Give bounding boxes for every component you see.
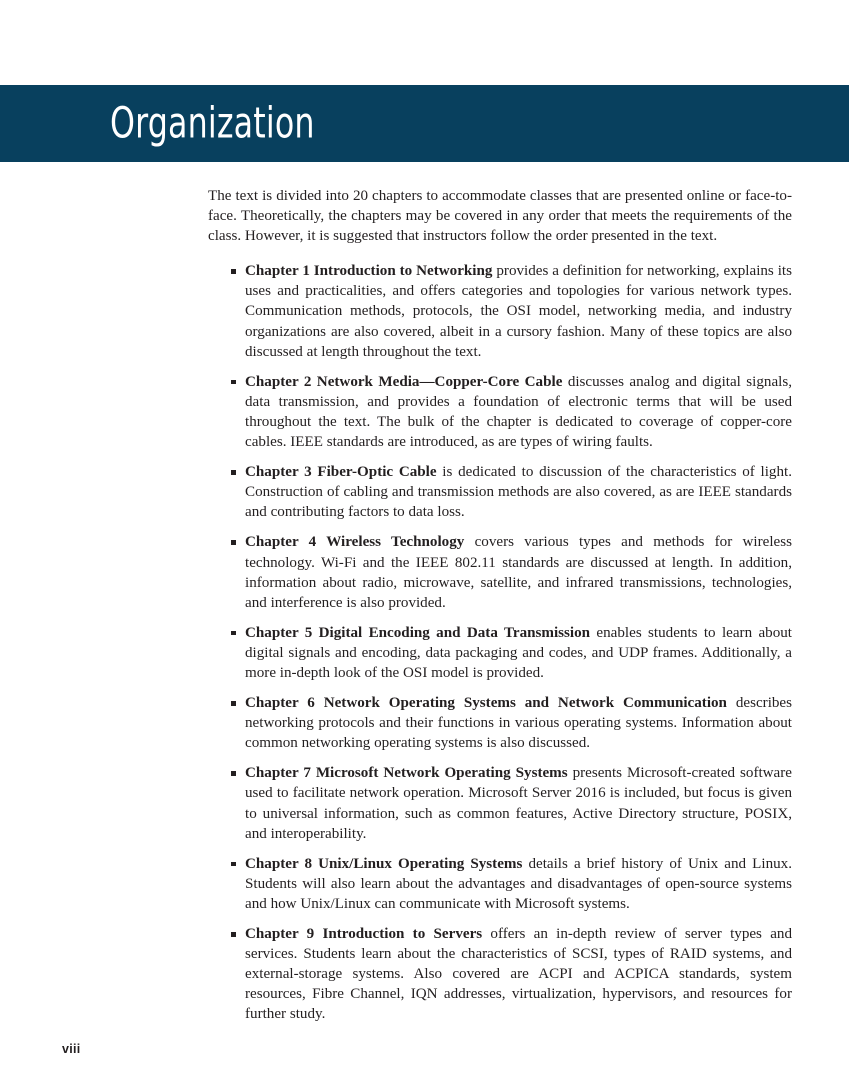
page-number: viii [62, 1042, 81, 1056]
bullet-square-icon [231, 540, 236, 545]
chapter-entry [245, 854, 792, 914]
bullet-square-icon [231, 862, 236, 867]
chapter-entry [245, 372, 792, 452]
list-item [208, 261, 792, 361]
chapter-description: presents Microsoft-created software used to facilitate network operation. Microsoft Server 2016 is included, but focus is given to universal information, such as common features, Active Directory structure, POSIX, and interoperability. [245, 765, 792, 842]
chapter-description: offers an in-depth review of server types and services. Students learn about the characteristics of SCSI, types of RAID systems, and external-storage systems. Also covered are ACPI and ACPICA standards, system resources, Fibre Channel, IQN addresses, virtualization, hypervisors, and resources for further study. [245, 926, 793, 1023]
page-title-text: Organization [110, 98, 315, 148]
list-item [208, 462, 792, 522]
list-item [208, 924, 792, 1024]
bullet-square-icon [231, 771, 236, 776]
chapter-entry [245, 693, 792, 753]
list-item [208, 532, 792, 612]
chapter-description: covers various types and methods for wireless technology. Wi-Fi and the IEEE 802.11 standards are discussed at length. In addition, information about radio, microwave, satellite, and infrared transmissions, technologies, and interference is also provided. [245, 534, 792, 611]
bullet-square-icon [231, 701, 236, 706]
bullet-square-icon [231, 631, 236, 636]
content-column [208, 186, 792, 1024]
intro-paragraph: The text is divided into 20 chapters to accommodate classes that are presented online or face-to-face. Theoretically, the chapters may be covered in any order that meets the requirements of the class. However, it is suggested that instructors follow the order presented in the text. [208, 188, 792, 245]
chapter-description: describes networking protocols and their functions in various operating systems. Information about common networking operating systems is also discussed. [245, 695, 793, 752]
list-item [208, 854, 792, 914]
chapter-title: Chapter 7 Microsoft Network Operating Systems [245, 765, 568, 782]
chapter-list [208, 261, 792, 1024]
chapter-entry [245, 261, 792, 361]
header-banner [0, 85, 849, 162]
chapter-title: Chapter 8 Unix/Linux Operating Systems [245, 855, 523, 872]
chapter-title: Chapter 6 Network Operating Systems and Network Communication [245, 695, 727, 712]
bullet-square-icon [231, 932, 236, 937]
chapter-title: Chapter 1 Introduction to Networking [245, 263, 493, 280]
bullet-square-icon [231, 470, 236, 475]
page-title [110, 98, 360, 148]
chapter-title: Chapter 2 Network Media—Copper-Core Cable [245, 373, 563, 390]
chapter-title: Chapter 5 Digital Encoding and Data Transmission [245, 624, 591, 641]
chapter-entry [245, 623, 792, 683]
list-item [208, 372, 792, 452]
chapter-entry [245, 924, 792, 1024]
chapter-description: provides a definition for networking, explains its uses and practicalities, and offers categories and topologies for various network types. Communication methods, protocols, the OSI model, networking media, and industry organizations are also covered, albeit in a cursory fashion. Many of these topics are also discussed at length throughout the text. [245, 263, 792, 360]
chapter-description: is dedicated to discussion of the characteristics of light. Construction of cabling and transmission methods are also covered, as are IEEE standards and contributing factors to data loss. [245, 464, 792, 521]
list-item [208, 623, 792, 683]
chapter-description: enables students to learn about digital signals and encoding, data packaging and codes, and UDP frames. Additionally, a more in-depth look of the OSI model is provided. [245, 624, 793, 681]
chapter-title: Chapter 3 Fiber-Optic Cable [245, 464, 437, 481]
bullet-square-icon [231, 380, 236, 385]
chapter-description: details a brief history of Unix and Linux. Students will also learn about the advantages and disadvantages of open-source systems and how Unix/Linux can communicate with Microsoft systems. [245, 855, 792, 912]
chapter-entry [245, 763, 792, 843]
chapter-title: Chapter 4 Wireless Technology [245, 534, 465, 551]
bullet-square-icon [231, 269, 236, 274]
chapter-entry [245, 532, 792, 612]
list-item [208, 693, 792, 753]
list-item [208, 763, 792, 843]
chapter-title: Chapter 9 Introduction to Servers [245, 926, 483, 942]
chapter-description: discusses analog and digital signals, data transmission, and provides a foundation of electronic terms that will be used throughout the text. The bulk of the chapter is dedicated to coverage of copper-core cables. IEEE standards are introduced, as are types of wiring faults. [245, 373, 792, 451]
chapter-entry [245, 462, 792, 522]
